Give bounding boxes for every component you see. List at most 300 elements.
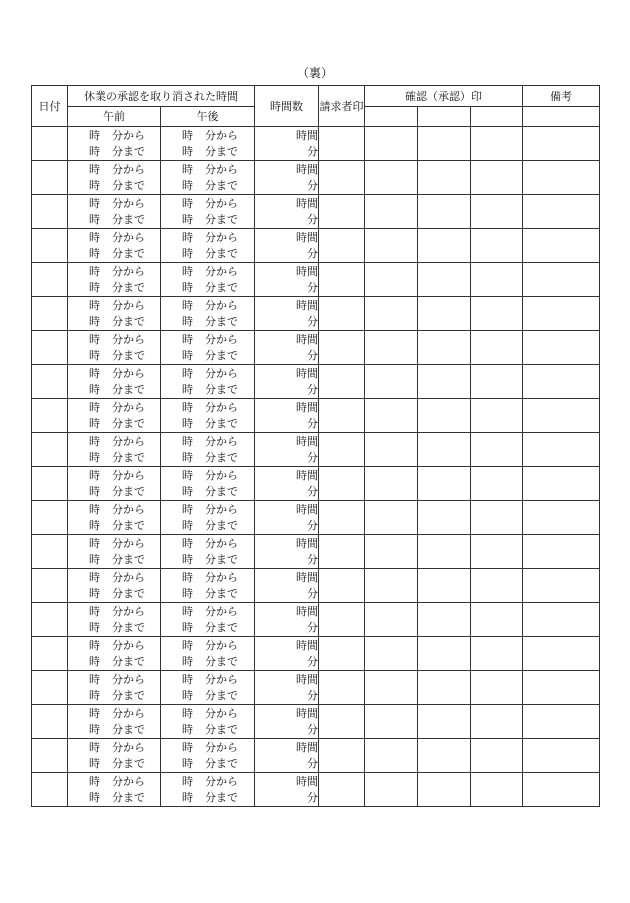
remarks-cell[interactable] bbox=[523, 161, 600, 195]
confirm-seal-cell-1[interactable] bbox=[365, 569, 418, 603]
hour-unit: 時 bbox=[89, 672, 100, 686]
hour-unit: 時 bbox=[89, 790, 100, 804]
duration-minutes-unit: 分 bbox=[307, 212, 318, 226]
date-cell[interactable] bbox=[32, 603, 68, 637]
am-time-cell[interactable] bbox=[68, 297, 161, 331]
confirm-seal-cell-3[interactable] bbox=[471, 637, 523, 671]
duration-cell[interactable] bbox=[255, 161, 319, 195]
to-text: 分まで bbox=[205, 756, 238, 770]
duration-cell[interactable] bbox=[255, 297, 319, 331]
remarks-cell[interactable] bbox=[523, 433, 600, 467]
hour-unit: 時 bbox=[182, 314, 193, 328]
from-text: 分から bbox=[112, 740, 145, 754]
duration-cell[interactable] bbox=[255, 365, 319, 399]
header-confirm-slot-3 bbox=[471, 107, 523, 127]
confirm-seal-cell-1[interactable] bbox=[365, 671, 418, 705]
form-row bbox=[32, 127, 600, 161]
hour-unit: 時 bbox=[89, 178, 100, 192]
confirm-seal-cell-2[interactable] bbox=[418, 399, 471, 433]
remarks-cell[interactable] bbox=[523, 467, 600, 501]
hour-unit: 時 bbox=[89, 144, 100, 158]
hour-unit: 時 bbox=[89, 502, 100, 516]
hour-unit: 時 bbox=[89, 552, 100, 566]
hour-unit: 時 bbox=[182, 688, 193, 702]
pm-time-cell[interactable] bbox=[161, 773, 255, 807]
confirm-seal-cell-1[interactable] bbox=[365, 399, 418, 433]
pm-time-cell[interactable] bbox=[161, 535, 255, 569]
duration-cell[interactable] bbox=[255, 739, 319, 773]
pm-time-cell[interactable] bbox=[161, 637, 255, 671]
confirm-seal-cell-3[interactable] bbox=[471, 739, 523, 773]
duration-cell[interactable] bbox=[255, 331, 319, 365]
hour-unit: 時 bbox=[89, 586, 100, 600]
to-text: 分まで bbox=[205, 688, 238, 702]
remarks-cell[interactable] bbox=[523, 263, 600, 297]
confirm-seal-cell-1[interactable] bbox=[365, 739, 418, 773]
confirm-seal-cell-2[interactable] bbox=[418, 705, 471, 739]
confirm-seal-cell-2[interactable] bbox=[418, 263, 471, 297]
from-text: 分から bbox=[205, 774, 238, 788]
confirm-seal-cell-3[interactable] bbox=[471, 229, 523, 263]
confirm-seal-cell-1[interactable] bbox=[365, 127, 418, 161]
hour-unit: 時 bbox=[89, 128, 100, 142]
pm-time-cell[interactable] bbox=[161, 671, 255, 705]
hour-unit: 時 bbox=[182, 246, 193, 260]
duration-minutes-unit: 分 bbox=[307, 382, 318, 396]
duration-cell[interactable] bbox=[255, 773, 319, 807]
date-cell[interactable] bbox=[32, 773, 68, 807]
hour-unit: 時 bbox=[182, 212, 193, 226]
form-row bbox=[32, 331, 600, 365]
hour-unit: 時 bbox=[182, 298, 193, 312]
pm-time-cell[interactable] bbox=[161, 603, 255, 637]
duration-hours-unit: 時間 bbox=[296, 230, 318, 244]
remarks-cell[interactable] bbox=[523, 365, 600, 399]
header-date: 日付 bbox=[32, 86, 68, 127]
to-text: 分まで bbox=[205, 484, 238, 498]
from-text: 分から bbox=[205, 230, 238, 244]
date-cell[interactable] bbox=[32, 535, 68, 569]
requester-seal-cell[interactable] bbox=[319, 331, 365, 365]
pm-time-cell[interactable] bbox=[161, 705, 255, 739]
duration-minutes-unit: 分 bbox=[307, 552, 318, 566]
to-text: 分まで bbox=[112, 450, 145, 464]
form-row bbox=[32, 467, 600, 501]
requester-seal-cell[interactable] bbox=[319, 263, 365, 297]
hour-unit: 時 bbox=[89, 230, 100, 244]
requester-seal-cell[interactable] bbox=[319, 501, 365, 535]
date-cell[interactable] bbox=[32, 569, 68, 603]
remarks-cell[interactable] bbox=[523, 535, 600, 569]
duration-minutes-unit: 分 bbox=[307, 348, 318, 362]
hour-unit: 時 bbox=[89, 774, 100, 788]
from-text: 分から bbox=[205, 162, 238, 176]
confirm-seal-cell-3[interactable] bbox=[471, 705, 523, 739]
pm-time-cell[interactable] bbox=[161, 127, 255, 161]
pm-time-cell[interactable] bbox=[161, 297, 255, 331]
hour-unit: 時 bbox=[89, 570, 100, 584]
confirm-seal-cell-1[interactable] bbox=[365, 603, 418, 637]
form-row bbox=[32, 705, 600, 739]
hour-unit: 時 bbox=[89, 382, 100, 396]
duration-cell[interactable] bbox=[255, 535, 319, 569]
remarks-cell[interactable] bbox=[523, 569, 600, 603]
confirm-seal-cell-2[interactable] bbox=[418, 467, 471, 501]
to-text: 分まで bbox=[112, 416, 145, 430]
to-text: 分まで bbox=[205, 552, 238, 566]
confirm-seal-cell-2[interactable] bbox=[418, 297, 471, 331]
requester-seal-cell[interactable] bbox=[319, 603, 365, 637]
confirm-seal-cell-3[interactable] bbox=[471, 127, 523, 161]
duration-hours-unit: 時間 bbox=[296, 264, 318, 278]
hour-unit: 時 bbox=[89, 688, 100, 702]
pm-time-cell[interactable] bbox=[161, 229, 255, 263]
confirm-seal-cell-2[interactable] bbox=[418, 331, 471, 365]
to-text: 分まで bbox=[205, 790, 238, 804]
duration-cell[interactable] bbox=[255, 399, 319, 433]
am-time-cell[interactable] bbox=[68, 127, 161, 161]
hour-unit: 時 bbox=[182, 230, 193, 244]
to-text: 分まで bbox=[205, 348, 238, 362]
from-text: 分から bbox=[205, 332, 238, 346]
pm-time-cell[interactable] bbox=[161, 569, 255, 603]
pm-time-cell[interactable] bbox=[161, 433, 255, 467]
confirm-seal-cell-3[interactable] bbox=[471, 263, 523, 297]
requester-seal-cell[interactable] bbox=[319, 467, 365, 501]
hour-unit: 時 bbox=[182, 774, 193, 788]
remarks-cell[interactable] bbox=[523, 637, 600, 671]
am-time-cell[interactable] bbox=[68, 603, 161, 637]
duration-cell[interactable] bbox=[255, 127, 319, 161]
duration-cell[interactable] bbox=[255, 229, 319, 263]
confirm-seal-cell-2[interactable] bbox=[418, 739, 471, 773]
confirm-seal-cell-1[interactable] bbox=[365, 263, 418, 297]
from-text: 分から bbox=[112, 672, 145, 686]
duration-cell[interactable] bbox=[255, 263, 319, 297]
remarks-cell[interactable] bbox=[523, 399, 600, 433]
header-requester-seal: 請求者印 bbox=[319, 86, 365, 127]
from-text: 分から bbox=[112, 366, 145, 380]
form-row bbox=[32, 637, 600, 671]
hour-unit: 時 bbox=[89, 162, 100, 176]
confirm-seal-cell-3[interactable] bbox=[471, 671, 523, 705]
confirm-seal-cell-2[interactable] bbox=[418, 535, 471, 569]
requester-seal-cell[interactable] bbox=[319, 433, 365, 467]
from-text: 分から bbox=[112, 604, 145, 618]
to-text: 分まで bbox=[205, 314, 238, 328]
duration-hours-unit: 時間 bbox=[296, 468, 318, 482]
duration-cell[interactable] bbox=[255, 467, 319, 501]
from-text: 分から bbox=[205, 434, 238, 448]
pm-time-cell[interactable] bbox=[161, 467, 255, 501]
pm-time-cell[interactable] bbox=[161, 501, 255, 535]
duration-hours-unit: 時間 bbox=[296, 162, 318, 176]
requester-seal-cell[interactable] bbox=[319, 705, 365, 739]
date-cell[interactable] bbox=[32, 195, 68, 229]
confirm-seal-cell-2[interactable] bbox=[418, 229, 471, 263]
confirm-seal-cell-1[interactable] bbox=[365, 297, 418, 331]
from-text: 分から bbox=[112, 638, 145, 652]
am-time-cell[interactable] bbox=[68, 671, 161, 705]
confirm-seal-cell-2[interactable] bbox=[418, 127, 471, 161]
am-time-cell[interactable] bbox=[68, 739, 161, 773]
duration-cell[interactable] bbox=[255, 501, 319, 535]
requester-seal-cell[interactable] bbox=[319, 569, 365, 603]
duration-cell[interactable] bbox=[255, 671, 319, 705]
am-time-cell[interactable] bbox=[68, 501, 161, 535]
am-time-cell[interactable] bbox=[68, 195, 161, 229]
requester-seal-cell[interactable] bbox=[319, 399, 365, 433]
requester-seal-cell[interactable] bbox=[319, 195, 365, 229]
requester-seal-cell[interactable] bbox=[319, 127, 365, 161]
confirm-seal-cell-2[interactable] bbox=[418, 603, 471, 637]
confirm-seal-cell-1[interactable] bbox=[365, 229, 418, 263]
confirm-seal-cell-3[interactable] bbox=[471, 569, 523, 603]
duration-hours-unit: 時間 bbox=[296, 672, 318, 686]
hour-unit: 時 bbox=[89, 740, 100, 754]
pm-time-cell[interactable] bbox=[161, 739, 255, 773]
header-confirmation-seal: 確認（承認）印 bbox=[365, 86, 523, 107]
date-cell[interactable] bbox=[32, 705, 68, 739]
requester-seal-cell[interactable] bbox=[319, 671, 365, 705]
date-cell[interactable] bbox=[32, 263, 68, 297]
date-cell[interactable] bbox=[32, 127, 68, 161]
confirm-seal-cell-2[interactable] bbox=[418, 161, 471, 195]
am-time-cell[interactable] bbox=[68, 535, 161, 569]
requester-seal-cell[interactable] bbox=[319, 637, 365, 671]
to-text: 分まで bbox=[205, 450, 238, 464]
hour-unit: 時 bbox=[89, 366, 100, 380]
hour-unit: 時 bbox=[89, 348, 100, 362]
confirm-seal-cell-2[interactable] bbox=[418, 637, 471, 671]
duration-hours-unit: 時間 bbox=[296, 332, 318, 346]
date-cell[interactable] bbox=[32, 467, 68, 501]
pm-time-cell[interactable] bbox=[161, 195, 255, 229]
confirm-seal-cell-2[interactable] bbox=[418, 773, 471, 807]
date-cell[interactable] bbox=[32, 365, 68, 399]
am-time-cell[interactable] bbox=[68, 399, 161, 433]
confirm-seal-cell-3[interactable] bbox=[471, 195, 523, 229]
duration-cell[interactable] bbox=[255, 433, 319, 467]
date-cell[interactable] bbox=[32, 297, 68, 331]
pm-time-cell[interactable] bbox=[161, 263, 255, 297]
header-confirm-slot-2 bbox=[418, 107, 471, 127]
hour-unit: 時 bbox=[89, 264, 100, 278]
am-time-cell[interactable] bbox=[68, 331, 161, 365]
from-text: 分から bbox=[112, 332, 145, 346]
hour-unit: 時 bbox=[182, 638, 193, 652]
to-text: 分まで bbox=[112, 552, 145, 566]
date-cell[interactable] bbox=[32, 331, 68, 365]
duration-minutes-unit: 分 bbox=[307, 484, 318, 498]
hour-unit: 時 bbox=[182, 536, 193, 550]
am-time-cell[interactable] bbox=[68, 705, 161, 739]
pm-time-cell[interactable] bbox=[161, 365, 255, 399]
confirm-seal-cell-1[interactable] bbox=[365, 331, 418, 365]
confirm-seal-cell-1[interactable] bbox=[365, 195, 418, 229]
duration-hours-unit: 時間 bbox=[296, 570, 318, 584]
date-cell[interactable] bbox=[32, 637, 68, 671]
from-text: 分から bbox=[205, 672, 238, 686]
duration-cell[interactable] bbox=[255, 705, 319, 739]
to-text: 分まで bbox=[112, 348, 145, 362]
am-time-cell[interactable] bbox=[68, 229, 161, 263]
date-cell[interactable] bbox=[32, 501, 68, 535]
from-text: 分から bbox=[205, 366, 238, 380]
date-cell[interactable] bbox=[32, 671, 68, 705]
remarks-cell[interactable] bbox=[523, 297, 600, 331]
date-cell[interactable] bbox=[32, 229, 68, 263]
duration-minutes-unit: 分 bbox=[307, 518, 318, 532]
from-text: 分から bbox=[205, 400, 238, 414]
duration-hours-unit: 時間 bbox=[296, 366, 318, 380]
requester-seal-cell[interactable] bbox=[319, 229, 365, 263]
form-row bbox=[32, 739, 600, 773]
confirm-seal-cell-3[interactable] bbox=[471, 433, 523, 467]
duration-cell[interactable] bbox=[255, 569, 319, 603]
confirm-seal-cell-3[interactable] bbox=[471, 399, 523, 433]
header-remarks-sub bbox=[523, 107, 600, 127]
remarks-cell[interactable] bbox=[523, 773, 600, 807]
confirm-seal-cell-2[interactable] bbox=[418, 671, 471, 705]
from-text: 分から bbox=[205, 604, 238, 618]
requester-seal-cell[interactable] bbox=[319, 297, 365, 331]
remarks-cell[interactable] bbox=[523, 501, 600, 535]
to-text: 分まで bbox=[205, 212, 238, 226]
confirm-seal-cell-2[interactable] bbox=[418, 433, 471, 467]
requester-seal-cell[interactable] bbox=[319, 161, 365, 195]
to-text: 分まで bbox=[112, 586, 145, 600]
requester-seal-cell[interactable] bbox=[319, 535, 365, 569]
remarks-cell[interactable] bbox=[523, 229, 600, 263]
page-side-label: （裏） bbox=[296, 66, 333, 80]
form-row bbox=[32, 773, 600, 807]
remarks-cell[interactable] bbox=[523, 331, 600, 365]
remarks-cell[interactable] bbox=[523, 671, 600, 705]
duration-hours-unit: 時間 bbox=[296, 536, 318, 550]
confirm-seal-cell-3[interactable] bbox=[471, 535, 523, 569]
am-time-cell[interactable] bbox=[68, 263, 161, 297]
from-text: 分から bbox=[205, 264, 238, 278]
confirm-seal-cell-1[interactable] bbox=[365, 637, 418, 671]
to-text: 分まで bbox=[205, 416, 238, 430]
hour-unit: 時 bbox=[182, 264, 193, 278]
hour-unit: 時 bbox=[182, 722, 193, 736]
remarks-cell[interactable] bbox=[523, 195, 600, 229]
confirm-seal-cell-3[interactable] bbox=[471, 297, 523, 331]
hour-unit: 時 bbox=[182, 144, 193, 158]
duration-cell[interactable] bbox=[255, 637, 319, 671]
duration-hours-unit: 時間 bbox=[296, 400, 318, 414]
remarks-cell[interactable] bbox=[523, 705, 600, 739]
from-text: 分から bbox=[205, 706, 238, 720]
to-text: 分まで bbox=[205, 586, 238, 600]
form-row bbox=[32, 535, 600, 569]
confirm-seal-cell-3[interactable] bbox=[471, 501, 523, 535]
confirm-seal-cell-1[interactable] bbox=[365, 467, 418, 501]
from-text: 分から bbox=[112, 298, 145, 312]
confirm-seal-cell-3[interactable] bbox=[471, 331, 523, 365]
pm-time-cell[interactable] bbox=[161, 331, 255, 365]
confirm-seal-cell-2[interactable] bbox=[418, 501, 471, 535]
from-text: 分から bbox=[112, 162, 145, 176]
confirm-seal-cell-1[interactable] bbox=[365, 365, 418, 399]
confirm-seal-cell-1[interactable] bbox=[365, 501, 418, 535]
date-cell[interactable] bbox=[32, 399, 68, 433]
confirm-seal-cell-3[interactable] bbox=[471, 161, 523, 195]
confirm-seal-cell-1[interactable] bbox=[365, 161, 418, 195]
am-time-cell[interactable] bbox=[68, 637, 161, 671]
remarks-cell[interactable] bbox=[523, 603, 600, 637]
confirm-seal-cell-2[interactable] bbox=[418, 365, 471, 399]
to-text: 分まで bbox=[112, 756, 145, 770]
am-time-cell[interactable] bbox=[68, 467, 161, 501]
pm-time-cell[interactable] bbox=[161, 161, 255, 195]
date-cell[interactable] bbox=[32, 739, 68, 773]
remarks-cell[interactable] bbox=[523, 739, 600, 773]
confirm-seal-cell-3[interactable] bbox=[471, 603, 523, 637]
am-time-cell[interactable] bbox=[68, 569, 161, 603]
duration-minutes-unit: 分 bbox=[307, 654, 318, 668]
from-text: 分から bbox=[205, 536, 238, 550]
form-rows bbox=[32, 127, 600, 807]
confirm-seal-cell-3[interactable] bbox=[471, 467, 523, 501]
to-text: 分まで bbox=[112, 212, 145, 226]
hour-unit: 時 bbox=[182, 604, 193, 618]
am-time-cell[interactable] bbox=[68, 365, 161, 399]
hour-unit: 時 bbox=[182, 400, 193, 414]
am-time-cell[interactable] bbox=[68, 773, 161, 807]
to-text: 分まで bbox=[112, 144, 145, 158]
confirm-seal-cell-3[interactable] bbox=[471, 365, 523, 399]
form-row bbox=[32, 161, 600, 195]
hour-unit: 時 bbox=[182, 706, 193, 720]
confirm-seal-cell-1[interactable] bbox=[365, 705, 418, 739]
hour-unit: 時 bbox=[89, 638, 100, 652]
confirm-seal-cell-2[interactable] bbox=[418, 195, 471, 229]
from-text: 分から bbox=[112, 434, 145, 448]
form-row bbox=[32, 263, 600, 297]
duration-cell[interactable] bbox=[255, 195, 319, 229]
requester-seal-cell[interactable] bbox=[319, 739, 365, 773]
pm-time-cell[interactable] bbox=[161, 399, 255, 433]
duration-cell[interactable] bbox=[255, 603, 319, 637]
remarks-cell[interactable] bbox=[523, 127, 600, 161]
confirm-seal-cell-2[interactable] bbox=[418, 569, 471, 603]
form-row bbox=[32, 297, 600, 331]
am-time-cell[interactable] bbox=[68, 433, 161, 467]
from-text: 分から bbox=[112, 128, 145, 142]
date-cell[interactable] bbox=[32, 433, 68, 467]
duration-hours-unit: 時間 bbox=[296, 774, 318, 788]
confirm-seal-cell-1[interactable] bbox=[365, 433, 418, 467]
requester-seal-cell[interactable] bbox=[319, 365, 365, 399]
hour-unit: 時 bbox=[89, 536, 100, 550]
date-cell[interactable] bbox=[32, 161, 68, 195]
am-time-cell[interactable] bbox=[68, 161, 161, 195]
confirm-seal-cell-1[interactable] bbox=[365, 535, 418, 569]
confirm-seal-cell-3[interactable] bbox=[471, 773, 523, 807]
form-row bbox=[32, 229, 600, 263]
confirm-seal-cell-1[interactable] bbox=[365, 773, 418, 807]
hour-unit: 時 bbox=[89, 196, 100, 210]
hour-unit: 時 bbox=[89, 212, 100, 226]
requester-seal-cell[interactable] bbox=[319, 773, 365, 807]
to-text: 分まで bbox=[112, 484, 145, 498]
hour-unit: 時 bbox=[89, 484, 100, 498]
form-row bbox=[32, 671, 600, 705]
leave-cancellation-table bbox=[31, 85, 600, 807]
